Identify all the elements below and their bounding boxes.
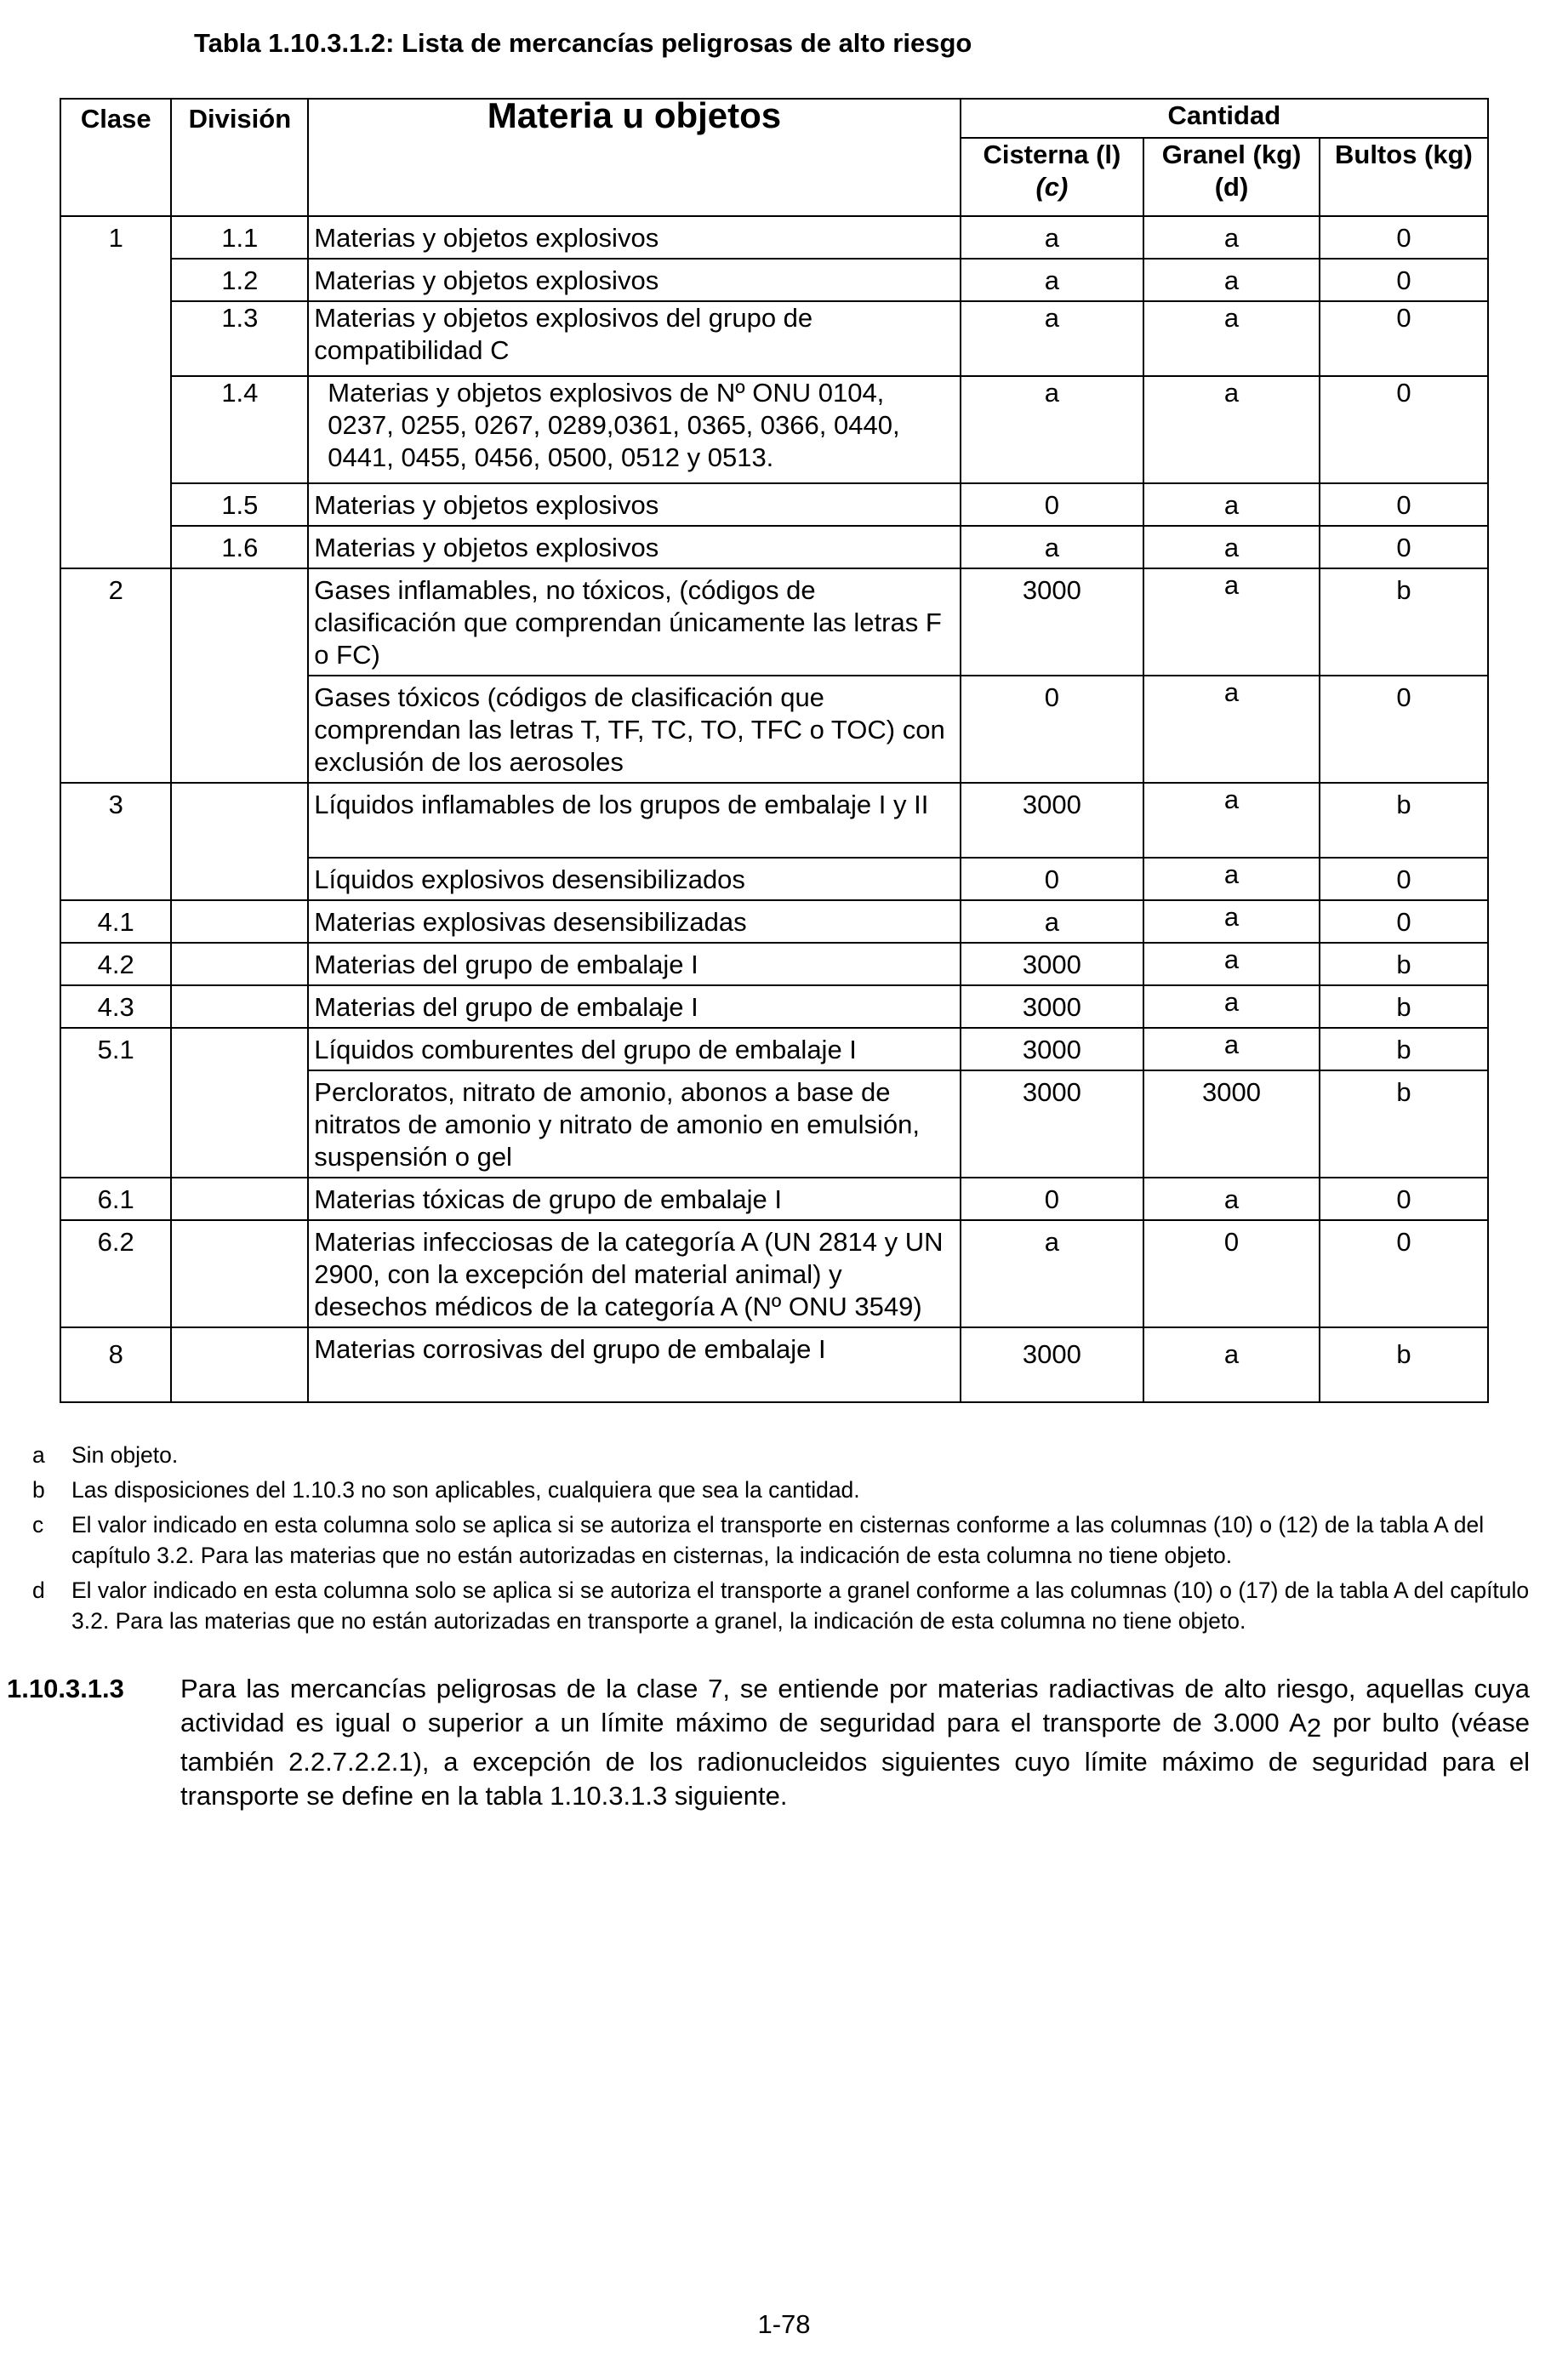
cell-bultos: b	[1320, 1327, 1488, 1402]
cell-cisterna: 3000	[961, 1070, 1144, 1178]
footnotes	[32, 1440, 1530, 1640]
cell-bultos: b	[1320, 568, 1488, 676]
cell-division	[171, 1028, 308, 1178]
cell-division	[171, 568, 308, 783]
table-row	[60, 943, 1488, 985]
cell-materia: Gases tóxicos (códigos de clasificación que comprendan las letras T, TF, TC, TO, TFC o TOC) con exclusión de los aerosoles	[308, 676, 960, 783]
cell-bultos: 0	[1320, 1220, 1488, 1327]
cell-division	[171, 900, 308, 943]
cell-clase: 2	[60, 568, 171, 783]
cell-bultos: 0	[1320, 1178, 1488, 1220]
table-title: Tabla 1.10.3.1.2: Lista de mercancías peligrosas de alto riesgo	[194, 28, 972, 58]
table-row	[60, 783, 1488, 858]
cell-bultos: 0	[1320, 900, 1488, 943]
table-row	[60, 1178, 1488, 1220]
cell-materia: Materias y objetos explosivos de Nº ONU 0104, 0237, 0255, 0267, 0289,0361, 0365, 0366, 0440, 0441, 0455, 0456, 0500, 0512 y 0513.	[308, 376, 960, 483]
cell-materia: Líquidos comburentes del grupo de embalaje I	[308, 1028, 960, 1070]
header-granel-line2: (d)	[1214, 172, 1249, 202]
cell-clase: 8	[60, 1327, 171, 1402]
cell-granel: a	[1143, 216, 1320, 259]
footnote-text: El valor indicado en esta columna solo se aplica si se autoriza el transporte en cisternas conforme a las columnas (10) o (12) de la tabla A del capítulo 3.2. Para las materias que no están autorizadas en cisternas, la indicación de esta columna no tiene objeto.	[71, 1512, 1485, 1568]
footnote	[32, 1440, 1530, 1470]
cell-division: 1.2	[171, 259, 308, 301]
header-division: División	[171, 99, 308, 216]
cell-bultos: 0	[1320, 676, 1488, 783]
cell-materia: Gases inflamables, no tóxicos, (códigos de clasificación que comprendan únicamente las letras F o FC)	[308, 568, 960, 676]
header-cisterna-line2: (c)	[1035, 172, 1069, 202]
cell-clase: 3	[60, 783, 171, 900]
table-row	[60, 301, 1488, 376]
cell-materia: Materias y objetos explosivos del grupo de compatibilidad C	[308, 301, 960, 376]
cell-cisterna: a	[961, 526, 1144, 568]
cell-cisterna: 0	[961, 483, 1144, 526]
cell-materia: Materias del grupo de embalaje I	[308, 985, 960, 1028]
cell-granel: a	[1143, 259, 1320, 301]
table-row	[60, 900, 1488, 943]
cell-cisterna: a	[961, 216, 1144, 259]
table-row	[60, 483, 1488, 526]
cell-materia: Materias del grupo de embalaje I	[308, 943, 960, 985]
cell-division	[171, 1220, 308, 1327]
cell-clase: 1	[60, 216, 171, 568]
cell-cisterna: a	[961, 259, 1144, 301]
cell-granel: a	[1143, 568, 1320, 676]
cell-granel: 0	[1143, 1220, 1320, 1327]
cell-materia: Materias corrosivas del grupo de embalaje I	[308, 1327, 960, 1402]
cell-clase: 4.2	[60, 943, 171, 985]
cell-granel: a	[1143, 858, 1320, 900]
cell-materia: Materias explosivas desensibilizadas	[308, 900, 960, 943]
cell-cisterna: 3000	[961, 943, 1144, 985]
cell-cisterna: 3000	[961, 568, 1144, 676]
cell-clase: 6.2	[60, 1220, 171, 1327]
cell-bultos: 0	[1320, 526, 1488, 568]
footnote-key: d	[32, 1578, 45, 1603]
cell-bultos: b	[1320, 1028, 1488, 1070]
dangerous-goods-table	[60, 95, 1489, 1403]
cell-bultos: b	[1320, 783, 1488, 858]
cell-granel: a	[1143, 985, 1320, 1028]
footnote	[32, 1575, 1530, 1636]
cell-bultos: 0	[1320, 301, 1488, 376]
table-row	[60, 568, 1488, 676]
footnote-key: c	[32, 1512, 44, 1538]
cell-bultos: 0	[1320, 376, 1488, 483]
paragraph-1-10-3-1-3	[7, 1672, 1530, 1813]
cell-granel: a	[1143, 376, 1320, 483]
header-cisterna-line1: Cisterna (l)	[983, 140, 1121, 169]
cell-materia: Materias y objetos explosivos	[308, 216, 960, 259]
cell-materia: Líquidos explosivos desensibilizados	[308, 858, 960, 900]
cell-cisterna: a	[961, 900, 1144, 943]
table-row	[60, 1220, 1488, 1327]
cell-cisterna: 3000	[961, 783, 1144, 858]
paragraph-text	[180, 1672, 1530, 1813]
paragraph-subscript: 2	[1306, 1713, 1322, 1743]
cell-division: 1.6	[171, 526, 308, 568]
cell-bultos: 0	[1320, 858, 1488, 900]
cell-clase: 6.1	[60, 1178, 171, 1220]
table-row	[60, 526, 1488, 568]
cell-granel: a	[1143, 900, 1320, 943]
footnote-text: El valor indicado en esta columna solo se aplica si se autoriza el transporte a granel conforme a las columnas (10) o (17) de la tabla A del capítulo 3.2. Para las materias que no están autorizadas en transporte a granel, la indicación de esta columna no tiene objeto.	[71, 1578, 1530, 1634]
footnote-text: Sin objeto.	[71, 1442, 179, 1468]
table-row	[60, 259, 1488, 301]
table-row	[60, 985, 1488, 1028]
header-cantidad: Cantidad	[961, 99, 1488, 138]
cell-granel: a	[1143, 483, 1320, 526]
cell-granel: a	[1143, 783, 1320, 858]
paragraph-text-after: por bulto (véase también 2.2.7.2.2.1), a excepción de los radionucleidos siguientes cuyo límite máximo de seguridad para el transporte se define en la tabla 1.10.3.1.3 siguiente.	[180, 1708, 1530, 1811]
header-cisterna	[961, 138, 1144, 216]
cell-division: 1.1	[171, 216, 308, 259]
cell-division: 1.5	[171, 483, 308, 526]
footnote-text: Las disposiciones del 1.10.3 no son aplicables, cualquiera que sea la cantidad.	[71, 1477, 860, 1503]
cell-cisterna: 0	[961, 1178, 1144, 1220]
table-row	[60, 216, 1488, 259]
header-bultos: Bultos (kg)	[1320, 138, 1488, 216]
cell-division	[171, 943, 308, 985]
header-clase: Clase	[60, 99, 171, 216]
cell-granel: a	[1143, 1327, 1320, 1402]
cell-cisterna: 3000	[961, 1327, 1144, 1402]
cell-division	[171, 1327, 308, 1402]
header-granel	[1143, 138, 1320, 216]
cell-division	[171, 985, 308, 1028]
cell-granel: a	[1143, 1028, 1320, 1070]
cell-granel: 3000	[1143, 1070, 1320, 1178]
footnote-key: b	[32, 1477, 45, 1503]
cell-materia: Materias y objetos explosivos	[308, 259, 960, 301]
cell-bultos: b	[1320, 985, 1488, 1028]
cell-division: 1.4	[171, 376, 308, 483]
cell-cisterna: 3000	[961, 1028, 1144, 1070]
table-row	[60, 1327, 1488, 1402]
cell-cisterna: 3000	[961, 985, 1144, 1028]
footnote-key: a	[32, 1442, 45, 1468]
cell-bultos: b	[1320, 1070, 1488, 1178]
cell-clase: 4.1	[60, 900, 171, 943]
cell-bultos: 0	[1320, 259, 1488, 301]
header-materia: Materia u objetos	[308, 99, 960, 216]
cell-granel: a	[1143, 943, 1320, 985]
cell-materia: Materias y objetos explosivos	[308, 526, 960, 568]
cell-cisterna: a	[961, 1220, 1144, 1327]
cell-bultos: 0	[1320, 216, 1488, 259]
header-granel-line1: Granel (kg)	[1161, 140, 1302, 169]
cell-clase: 4.3	[60, 985, 171, 1028]
cell-granel: a	[1143, 301, 1320, 376]
page-number: 1-78	[757, 2309, 811, 2339]
paragraph-text-before: Para las mercancías peligrosas de la clase 7, se entiende por materias radiactivas de alto riesgo, aquellas cuya actividad es igual o superior a un límite máximo de seguridad para el transporte de 3.000 A	[180, 1674, 1530, 1737]
cell-materia: Materias infecciosas de la categoría A (UN 2814 y UN 2900, con la excepción del material animal) y desechos médicos de la categoría A (Nº ONU 3549)	[308, 1220, 960, 1327]
table-row	[60, 1028, 1488, 1070]
cell-clase: 5.1	[60, 1028, 171, 1178]
cell-division	[171, 1178, 308, 1220]
cell-cisterna: a	[961, 376, 1144, 483]
cell-division	[171, 783, 308, 900]
cell-materia: Materias tóxicas de grupo de embalaje I	[308, 1178, 960, 1220]
cell-materia: Percloratos, nitrato de amonio, abonos a base de nitratos de amonio y nitrato de amonio en emulsión, suspensión o gel	[308, 1070, 960, 1178]
cell-division: 1.3	[171, 301, 308, 376]
cell-cisterna: 0	[961, 676, 1144, 783]
footnote	[32, 1509, 1530, 1571]
cell-bultos: 0	[1320, 483, 1488, 526]
cell-cisterna: 0	[961, 858, 1144, 900]
paragraph-number: 1.10.3.1.3	[7, 1674, 124, 1703]
cell-granel: a	[1143, 526, 1320, 568]
cell-bultos: b	[1320, 943, 1488, 985]
table-row	[60, 376, 1488, 483]
cell-materia: Líquidos inflamables de los grupos de embalaje I y II	[308, 783, 960, 858]
footnote	[32, 1475, 1530, 1505]
cell-materia: Materias y objetos explosivos	[308, 483, 960, 526]
cell-granel: a	[1143, 676, 1320, 783]
cell-granel: a	[1143, 1178, 1320, 1220]
cell-cisterna: a	[961, 301, 1144, 376]
